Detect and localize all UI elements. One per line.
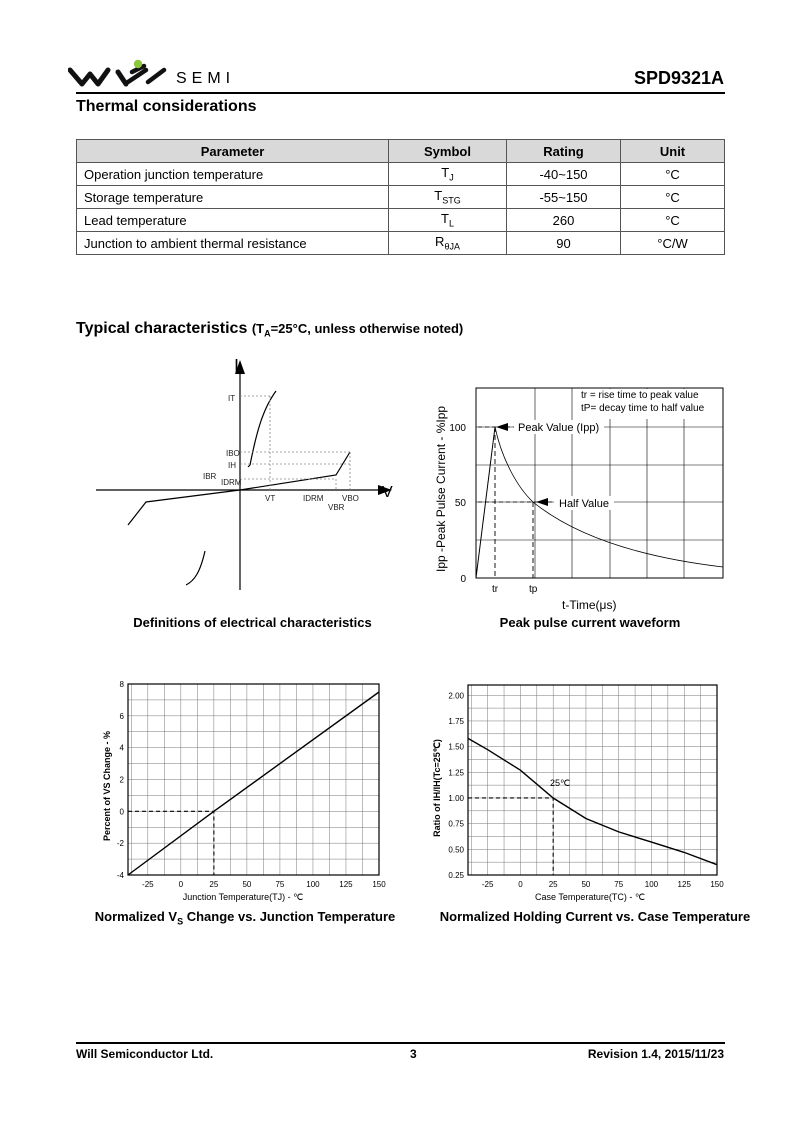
cell-unit: °C — [621, 209, 725, 232]
y-tick-label: -4 — [116, 871, 124, 880]
cell-parameter: Lead temperature — [77, 209, 389, 232]
legend-tp: tP= decay time to half value — [581, 403, 705, 414]
x-tick-label: 100 — [644, 880, 659, 889]
ytick-50: 50 — [454, 498, 466, 509]
tp-label: tp — [529, 584, 538, 595]
label-it: IT — [228, 394, 236, 403]
axis-v-label: V — [382, 484, 393, 501]
x-tick-label: 150 — [710, 880, 724, 889]
vs-change-chart — [95, 676, 395, 906]
cell-rating: -55~150 — [507, 186, 621, 209]
footer-rule — [76, 1042, 725, 1044]
half-value-label: Half Value — [559, 498, 609, 510]
y-tick-label: 0 — [119, 807, 124, 817]
cell-symbol: $R_{\theta JA}$ — [389, 232, 507, 255]
series-line — [128, 692, 379, 875]
fig4-marker-label: 25℃ — [550, 778, 571, 788]
part-number: SPD9321A — [633, 68, 724, 88]
col-rating: Rating — [507, 140, 621, 163]
y-tick-label: 2 — [119, 775, 124, 785]
holding-current-chart — [425, 676, 730, 906]
axis-i-label: I — [234, 356, 240, 376]
x-tick-label: 100 — [306, 880, 320, 889]
ytick-100: 100 — [449, 423, 466, 434]
cell-rating: 260 — [507, 209, 621, 232]
x-tick-label: 75 — [275, 880, 285, 889]
iv-characteristics-diagram — [90, 355, 400, 600]
cell-symbol: $T_{STG}$ — [389, 186, 507, 209]
footer-revision: Revision 1.4, 2015/11/23 — [587, 1047, 724, 1061]
ytick-0: 0 — [460, 574, 466, 585]
brand-text: SEMI — [176, 70, 236, 87]
cell-symbol: $T_L$ — [389, 209, 507, 232]
fig4-xlabel: Case Temperature(TC) - ℃ — [535, 892, 645, 902]
x-tick-label: 25 — [548, 880, 558, 889]
y-tick-label: -2 — [116, 839, 124, 849]
x-tick-label: 75 — [614, 880, 624, 889]
fig3-caption: Normalized $V_S$ Change vs. Junction Temperature — [94, 909, 396, 927]
y-tick-label: 1.50 — [448, 742, 464, 752]
fig4-caption: Normalized Holding Current vs. Case Temperature — [439, 909, 751, 924]
y-tick-label: 0.75 — [448, 819, 464, 829]
cell-unit: °C/W — [621, 232, 725, 255]
x-tick-label: 50 — [242, 880, 252, 889]
label-vt: VT — [265, 494, 276, 503]
cell-rating: -40~150 — [507, 163, 621, 186]
y-tick-label: 4 — [119, 743, 124, 753]
col-symbol: Symbol — [389, 140, 507, 163]
cell-unit: °C — [621, 186, 725, 209]
y-tick-label: 0.50 — [448, 845, 464, 855]
cell-unit: °C — [621, 163, 725, 186]
thermal-title: Thermal considerations — [76, 98, 257, 115]
header-rule — [76, 92, 725, 94]
table-row — [77, 209, 725, 232]
x-tick-label: 25 — [209, 880, 219, 889]
x-tick-label: 150 — [372, 880, 386, 889]
x-tick-label: 125 — [677, 880, 691, 889]
table-row — [77, 163, 725, 186]
x-tick-label: 0 — [518, 880, 523, 889]
thermal-table — [76, 139, 725, 255]
fig2-caption: Peak pulse current waveform — [499, 615, 681, 630]
label-idrm-x: IDRM — [303, 494, 324, 503]
x-tick-label: 50 — [581, 880, 591, 889]
x-tick-label: 125 — [339, 880, 353, 889]
fig2-xlabel: t-Time(μs) — [562, 598, 617, 612]
table-row — [77, 232, 725, 255]
fig3-xlabel: Junction Temperature(TJ) - ℃ — [182, 892, 304, 902]
footer-company: Will Semiconductor Ltd. — [76, 1047, 214, 1061]
y-tick-label: 6 — [119, 711, 124, 721]
fig4-ylabel: Ratio of IH/IH(Tc=25℃) — [432, 739, 442, 837]
table-header-row — [77, 140, 725, 163]
cell-parameter: Storage temperature — [77, 186, 389, 209]
y-tick-label: 1.25 — [448, 768, 464, 778]
x-tick-label: -25 — [142, 880, 154, 889]
y-tick-label: 1.75 — [448, 716, 464, 726]
x-tick-label: -25 — [481, 880, 494, 889]
x-tick-label: 0 — [178, 880, 184, 889]
tr-label: tr — [492, 584, 499, 595]
series-line — [468, 738, 717, 864]
table-row — [77, 186, 725, 209]
legend-tr: tr = rise time to peak value — [581, 390, 699, 401]
peak-value-label: Peak Value (Ipp) — [518, 422, 600, 434]
cell-rating: 90 — [507, 232, 621, 255]
y-tick-label: 8 — [119, 680, 124, 689]
col-unit: Unit — [621, 140, 725, 163]
cell-parameter: Junction to ambient thermal resistance — [77, 232, 389, 255]
footer-page: 3 — [410, 1047, 417, 1061]
fig3-ylabel: Percent of VS Change - % — [102, 730, 112, 842]
label-ibr: IBR — [203, 472, 217, 481]
col-parameter: Parameter — [77, 140, 389, 163]
y-tick-label: 0.25 — [448, 871, 464, 880]
typical-title: Typical characteristics ($T_A=25^\circ C$, unless otherwise noted) — [76, 320, 464, 339]
plot-frame — [468, 685, 717, 875]
y-tick-label: 1.00 — [448, 793, 464, 803]
label-ih: IH — [228, 461, 236, 470]
label-vbr: VBR — [328, 503, 345, 512]
label-vbo: VBO — [342, 494, 359, 503]
peak-pulse-waveform-diagram — [430, 380, 730, 615]
fig1-caption: Definitions of electrical characteristics — [133, 615, 372, 630]
label-idrm-y: IDRM — [221, 478, 242, 487]
fig2-ylabel: Ipp -Peak Pulse Current - %Ipp — [434, 405, 448, 572]
cell-symbol: $T_J$ — [389, 163, 507, 186]
y-tick-label: 2.00 — [448, 691, 464, 701]
label-ibo: IBO — [226, 449, 240, 458]
cell-parameter: Operation junction temperature — [77, 163, 389, 186]
